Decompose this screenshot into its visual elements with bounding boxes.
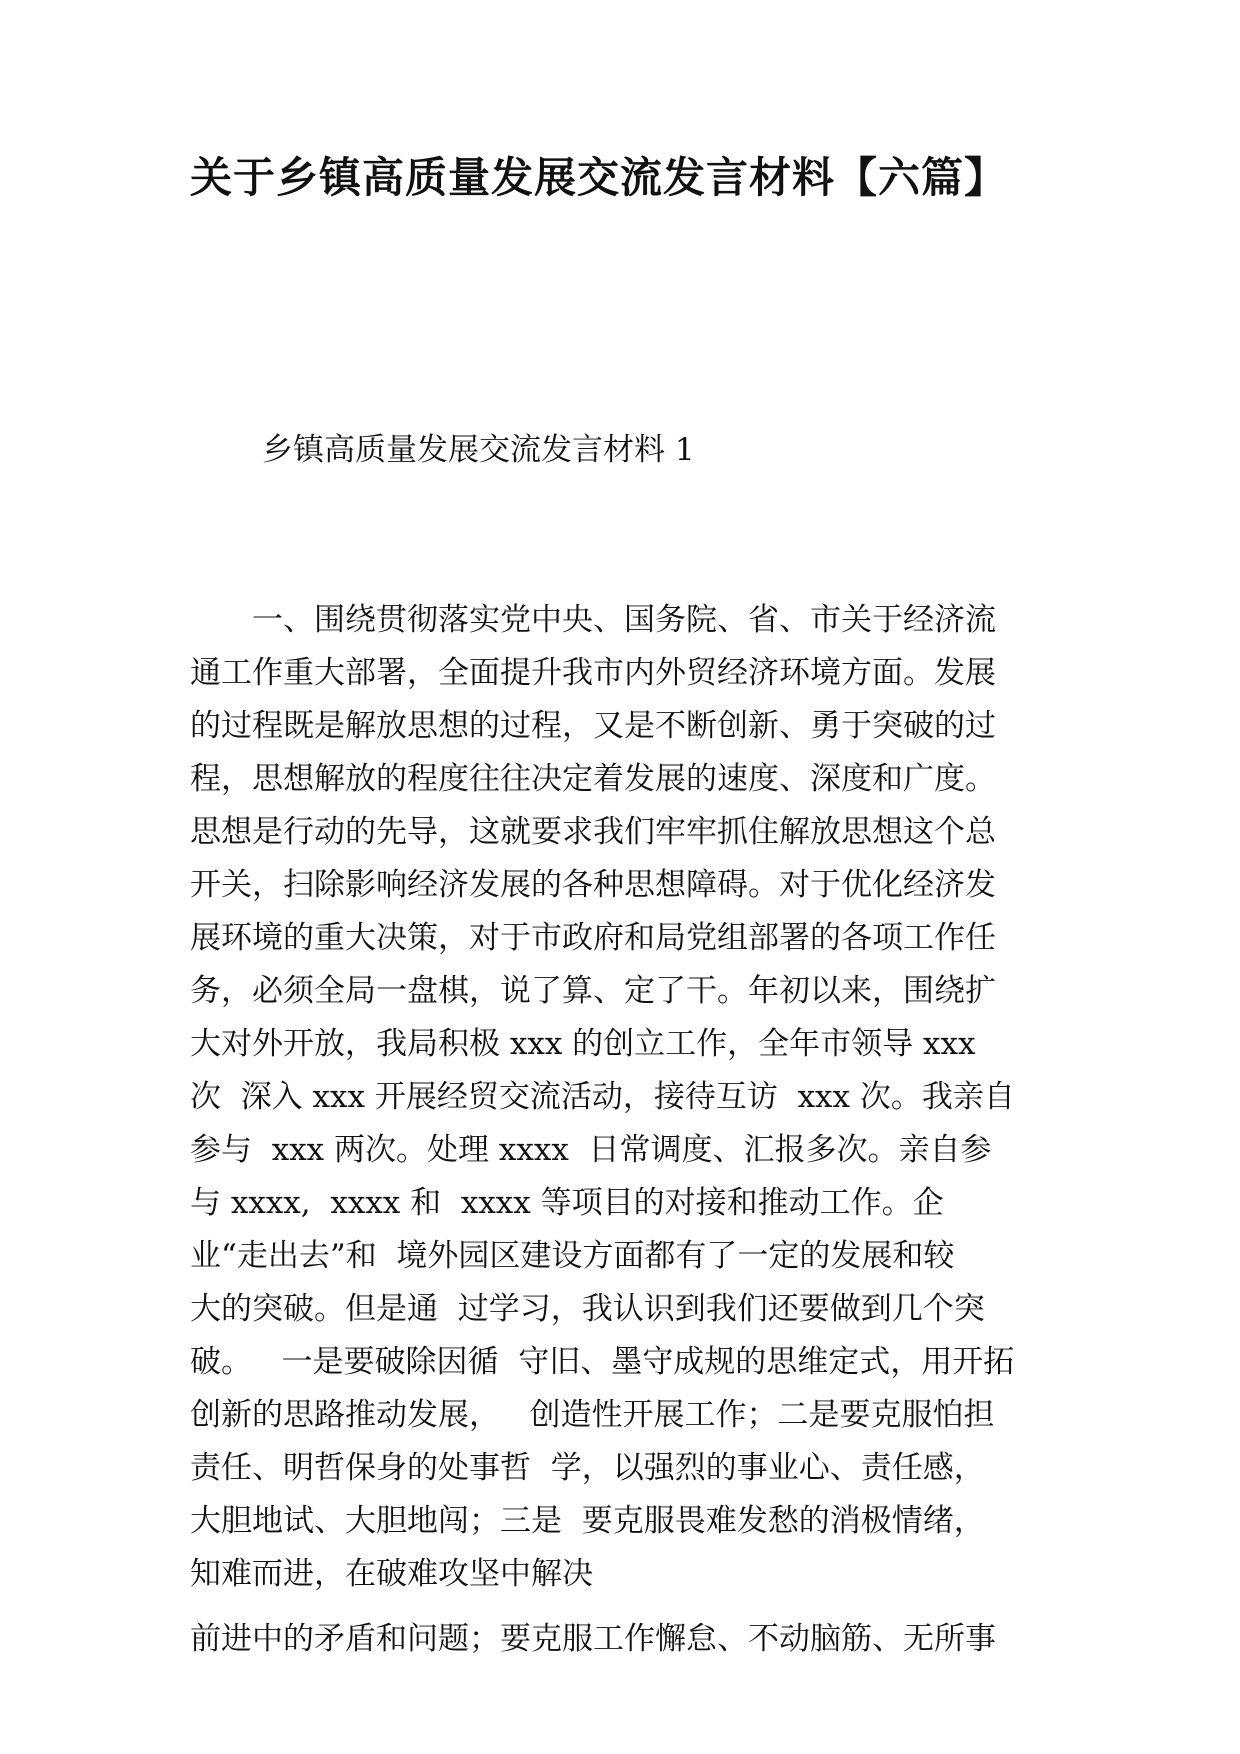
- document-title: 关于乡镇高质量发展交流发言材料【六篇】: [190, 153, 1008, 202]
- body-line: 务，必须全局一盘棋，说了算、定了干。年初以来，围绕扩: [190, 973, 996, 1009]
- body-line: 开关，扫除影响经济发展的各种思想障碍。对于优化经济发: [190, 867, 996, 903]
- body-line: 的过程既是解放思想的过程，又是不断创新、勇于突破的过: [190, 708, 996, 744]
- body-line: 思想是行动的先导，这就要求我们牢牢抓住解放思想这个总: [190, 814, 996, 850]
- section-heading: 乡镇高质量发展交流发言材料 1: [262, 432, 695, 468]
- body-line: 与 xxxx, xxxx 和 xxxx 等项目的对接和推动工作。企: [190, 1185, 944, 1221]
- body-line: 业“走出去”和 境外园区建设方面都有了一定的发展和较: [190, 1238, 955, 1274]
- body-line: 责任、明哲保身的处事哲 学，以强烈的事业心、责任感，: [190, 1450, 985, 1486]
- body-line: 一、围绕贯彻落实党中央、国务院、省、市关于经济流: [190, 602, 996, 638]
- body-line: 大对外开放，我局积极 xxx 的创立工作，全年市领导 xxx: [190, 1026, 976, 1062]
- body-line: 知难而进，在破难攻坚中解决: [190, 1556, 593, 1592]
- body-line: 破。 一是要破除因循 守旧、墨守成规的思维定式，用开拓: [190, 1344, 1015, 1380]
- body-line: 展环境的重大决策，对于市政府和局党组部署的各项工作任: [190, 920, 996, 956]
- body-line: 参与 xxx 两次。处理 xxxx 日常调度、汇报多次。亲自参: [190, 1132, 992, 1168]
- body-line: 大的突破。但是通 过学习，我认识到我们还要做到几个突: [190, 1291, 985, 1327]
- body-text: [190, 598, 1015, 1670]
- body-line: 通工作重大部署，全面提升我市内外贸经济环境方面。发展: [190, 655, 996, 691]
- body-line: 次 深入 xxx 开展经贸交流活动，接待互访 xxx 次。我亲自: [190, 1079, 1015, 1115]
- body-line: 创新的思路推动发展， 创造性开展工作；二是要克服怕担: [190, 1397, 995, 1433]
- body-line: 程，思想解放的程度往往决定着发展的速度、深度和广度。: [190, 761, 996, 797]
- body-line: 大胆地试、大胆地闯；三是 要克服畏难发愁的消极情绪，: [190, 1503, 985, 1539]
- body-line: 前进中的矛盾和问题；要克服工作懈怠、不动脑筋、无所事: [190, 1621, 996, 1657]
